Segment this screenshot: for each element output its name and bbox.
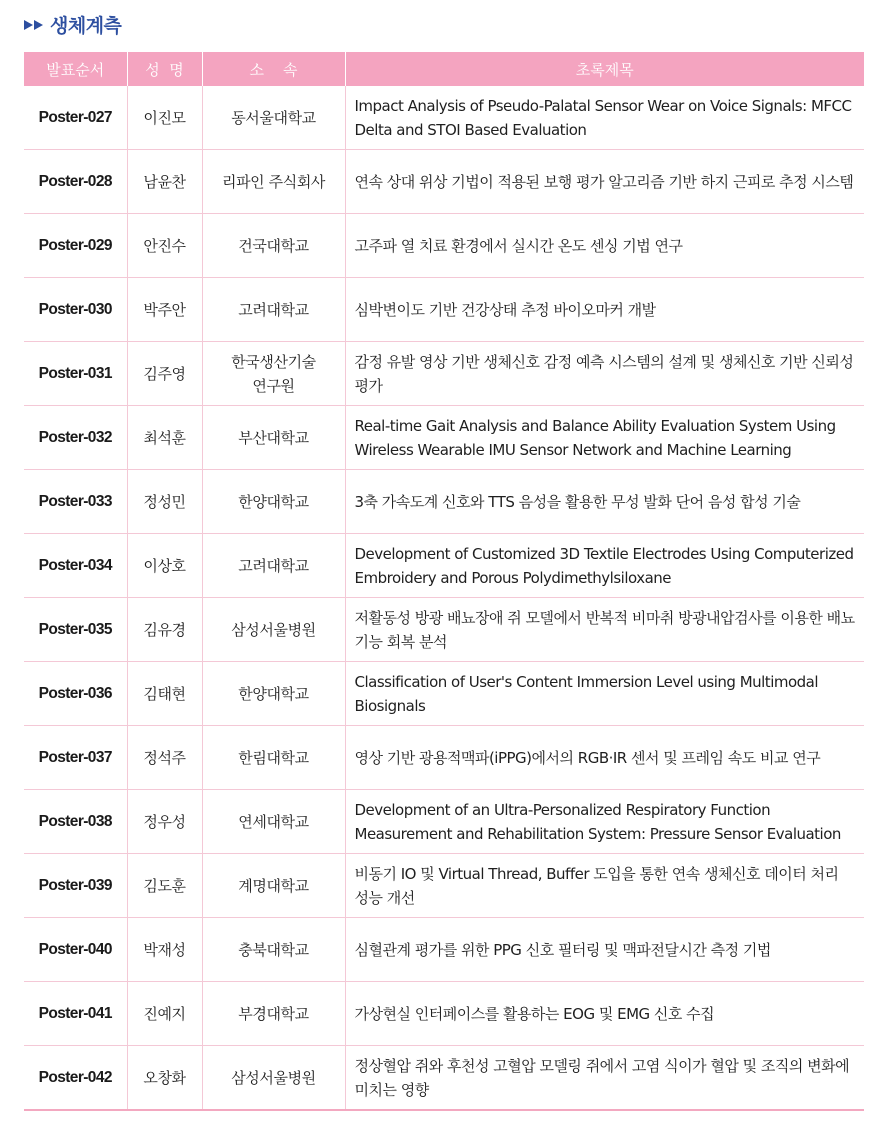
abstract-title-cell: 비동기 IO 및 Virtual Thread, Buffer 도입을 통한 연속 생체신호 데이터 처리 성능 개선 xyxy=(345,854,864,918)
presenter-name-cell: 이진모 xyxy=(127,86,202,150)
table-row xyxy=(24,982,864,1046)
presenter-name-cell: 박재성 xyxy=(127,918,202,982)
presentation-order-cell: Poster-028 xyxy=(24,150,127,214)
presenter-name-cell: 김주영 xyxy=(127,342,202,406)
presentation-order-cell: Poster-032 xyxy=(24,406,127,470)
affiliation-cell: 한국생산기술 연구원 xyxy=(202,342,345,406)
abstract-title-cell: 영상 기반 광용적맥파(iPPG)에서의 RGB·IR 센서 및 프레임 속도 비교 연구 xyxy=(345,726,864,790)
presentation-order-cell: Poster-042 xyxy=(24,1046,127,1111)
abstract-title-cell: Development of Customized 3D Textile Electrodes Using Computerized Embroidery and Porous Polydimethylsiloxane xyxy=(345,534,864,598)
table-row xyxy=(24,598,864,662)
abstract-title-cell: 가상현실 인터페이스를 활용하는 EOG 및 EMG 신호 수집 xyxy=(345,982,864,1046)
presentation-order-cell: Poster-029 xyxy=(24,214,127,278)
presentation-order-cell: Poster-041 xyxy=(24,982,127,1046)
header-abstract-title: 초록제목 xyxy=(345,52,864,86)
presenter-name-cell: 오창화 xyxy=(127,1046,202,1111)
abstract-title-cell: 3축 가속도계 신호와 TTS 음성을 활용한 무성 발화 단어 음성 합성 기술 xyxy=(345,470,864,534)
presenter-name-cell: 김도훈 xyxy=(127,854,202,918)
abstract-title-cell: 심혈관계 평가를 위한 PPG 신호 필터링 및 맥파전달시간 측정 기법 xyxy=(345,918,864,982)
table-row xyxy=(24,790,864,854)
affiliation-cell: 한양대학교 xyxy=(202,470,345,534)
affiliation-cell: 삼성서울병원 xyxy=(202,598,345,662)
abstract-title-cell: 연속 상대 위상 기법이 적용된 보행 평가 알고리즘 기반 하지 근피로 추정 시스템 xyxy=(345,150,864,214)
header-presentation-order: 발표순서 xyxy=(24,52,127,86)
header-name: 성 명 xyxy=(127,52,202,86)
table-body xyxy=(24,86,864,1110)
affiliation-cell: 삼성서울병원 xyxy=(202,1046,345,1111)
affiliation-cell: 한양대학교 xyxy=(202,662,345,726)
presenter-name-cell: 이상호 xyxy=(127,534,202,598)
presentation-order-cell: Poster-036 xyxy=(24,662,127,726)
table-row xyxy=(24,150,864,214)
table-row xyxy=(24,854,864,918)
abstract-title-cell: 정상혈압 쥐와 후천성 고혈압 모델링 쥐에서 고염 식이가 혈압 및 조직의 변화에 미치는 영향 xyxy=(354,1056,850,1099)
presentation-order-cell: Poster-035 xyxy=(24,598,127,662)
affiliation-cell: 부산대학교 xyxy=(202,406,345,470)
presenter-name-cell: 진예지 xyxy=(127,982,202,1046)
abstract-title-cell: 심박변이도 기반 건강상태 추정 바이오마커 개발 xyxy=(345,278,864,342)
table-row xyxy=(24,214,864,278)
poster-table xyxy=(24,52,864,1111)
table-row xyxy=(24,406,864,470)
table-row xyxy=(24,278,864,342)
affiliation-cell: 한림대학교 xyxy=(202,726,345,790)
affiliation-cell: 리파인 주식회사 xyxy=(202,150,345,214)
affiliation-cell: 건국대학교 xyxy=(202,214,345,278)
abstract-title-cell: Development of an Ultra-Personalized Respiratory Function Measurement and Rehabilitation System: Pressure Sensor Evaluation xyxy=(345,790,864,854)
presenter-name-cell: 최석훈 xyxy=(127,406,202,470)
abstract-title-cell: Impact Analysis of Pseudo-Palatal Sensor Wear on Voice Signals: MFCC Delta and STOI Based Evaluation xyxy=(345,86,864,150)
section-title: 생체계측 xyxy=(50,14,122,37)
affiliation-cell: 고려대학교 xyxy=(202,534,345,598)
presenter-name-cell: 남윤찬 xyxy=(127,150,202,214)
table-row xyxy=(24,342,864,406)
presenter-name-cell: 정성민 xyxy=(127,470,202,534)
table-row xyxy=(24,726,864,790)
presenter-name-cell: 김태현 xyxy=(127,662,202,726)
affiliation-cell: 충북대학교 xyxy=(202,918,345,982)
double-arrow-icon xyxy=(24,20,44,30)
table-row xyxy=(24,534,864,598)
presentation-order-cell: Poster-037 xyxy=(24,726,127,790)
table-row xyxy=(24,918,864,982)
presentation-order-cell: Poster-039 xyxy=(24,854,127,918)
abstract-title-cell: 저활동성 방광 배뇨장애 쥐 모델에서 반복적 비마취 방광내압검사를 이용한 배뇨 기능 회복 분석 xyxy=(345,598,864,662)
table-row xyxy=(24,662,864,726)
presenter-name-cell: 박주안 xyxy=(127,278,202,342)
abstract-title-cell: 고주파 열 치료 환경에서 실시간 온도 센싱 기법 연구 xyxy=(345,214,864,278)
header-affiliation: 소 속 xyxy=(202,52,345,86)
abstract-title-cell: 감정 유발 영상 기반 생체신호 감정 예측 시스템의 설계 및 생체신호 기반 신뢰성 평가 xyxy=(345,342,864,406)
presentation-order-cell: Poster-031 xyxy=(24,342,127,406)
affiliation-cell: 동서울대학교 xyxy=(202,86,345,150)
presentation-order-cell: Poster-038 xyxy=(24,790,127,854)
table-row xyxy=(24,470,864,534)
presentation-order-cell: Poster-040 xyxy=(24,918,127,982)
table-row xyxy=(24,1046,864,1111)
presenter-name-cell: 정우성 xyxy=(127,790,202,854)
presentation-order-cell: Poster-030 xyxy=(24,278,127,342)
presentation-order-cell: Poster-033 xyxy=(24,470,127,534)
table-header-row xyxy=(24,52,864,86)
presentation-order-cell: Poster-027 xyxy=(24,86,127,150)
affiliation-cell: 연세대학교 xyxy=(202,790,345,854)
affiliation-cell: 계명대학교 xyxy=(202,854,345,918)
abstract-title-cell: Real-time Gait Analysis and Balance Ability Evaluation System Using Wireless Wearable IMU Sensor Network and Machine Learning xyxy=(345,406,864,470)
table-row xyxy=(24,86,864,150)
presentation-order-cell: Poster-034 xyxy=(24,534,127,598)
affiliation-cell: 부경대학교 xyxy=(202,982,345,1046)
presenter-name-cell: 안진수 xyxy=(127,214,202,278)
presenter-name-cell: 정석주 xyxy=(127,726,202,790)
presenter-name-cell: 김유경 xyxy=(127,598,202,662)
affiliation-cell: 고려대학교 xyxy=(202,278,345,342)
section-heading xyxy=(24,10,121,38)
abstract-title-cell: Classification of User's Content Immersion Level using Multimodal Biosignals xyxy=(345,662,864,726)
